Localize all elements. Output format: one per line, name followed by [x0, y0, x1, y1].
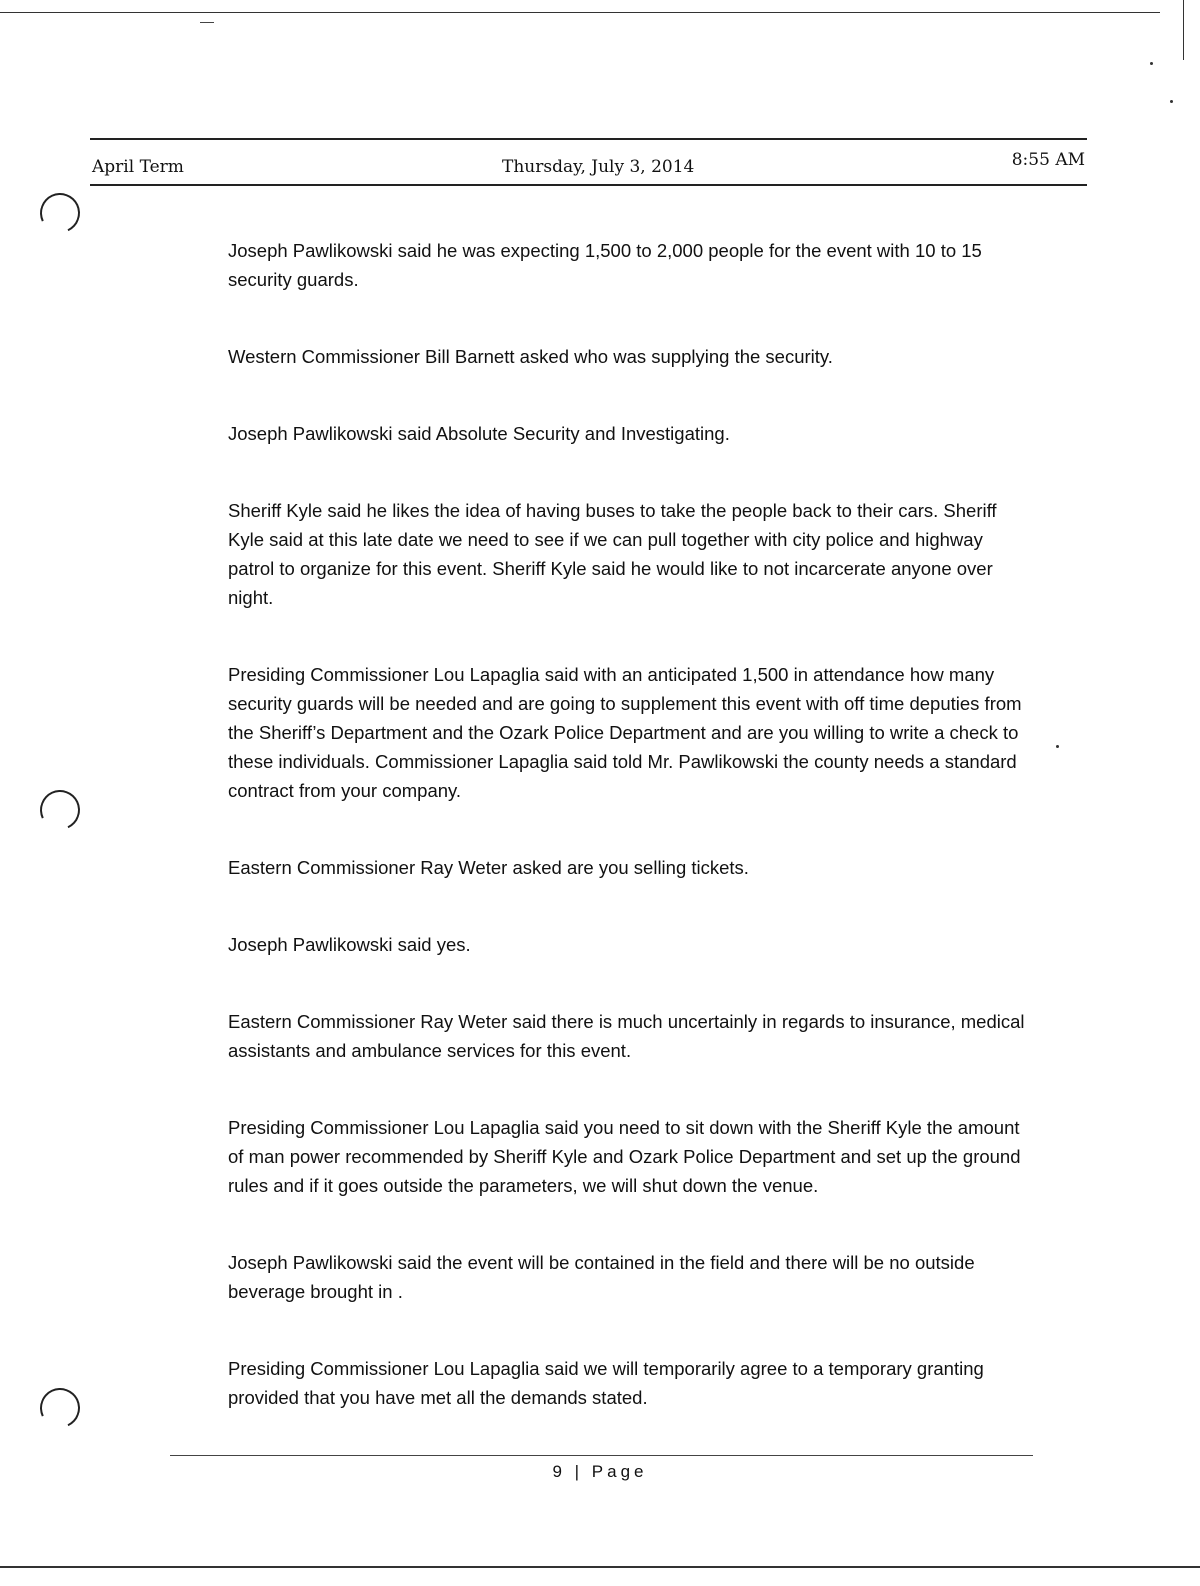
- time-label: 8:55 AM: [1011, 150, 1085, 170]
- scan-speck: [1056, 745, 1059, 748]
- paragraph: Presiding Commissioner Lou Lapaglia said we will temporarily agree to a temporary granting provided that you have met all the demands stated.: [228, 1358, 984, 1408]
- paragraph: Joseph Pawlikowski said he was expecting 1,500 to 2,000 people for the event with 10 to 15 security guards.: [228, 240, 982, 290]
- scan-mark: [200, 22, 214, 23]
- minutes-body: [228, 236, 1028, 1460]
- paragraph: Presiding Commissioner Lou Lapaglia said with an anticipated 1,500 in attendance how many security guards will be needed and are going to supplement this event with off time deputies from the Sheriff’s Department and the Ozark Police Department and are you willing to write a check to these individuals. Commissioner Lapaglia said told Mr. Pawlikowski the county needs a standard contract from your company.: [228, 664, 1022, 801]
- date-label: Thursday, July 3, 2014: [502, 157, 695, 177]
- scan-speck: [1150, 62, 1153, 65]
- page-header: [90, 138, 1087, 186]
- paragraph: Joseph Pawlikowski said Absolute Security and Investigating.: [228, 423, 730, 444]
- paragraph: Eastern Commissioner Ray Weter asked are you selling tickets.: [228, 857, 749, 878]
- scan-top-border: [0, 12, 1160, 13]
- binder-hole-icon: [34, 187, 85, 238]
- scan-right-border: [1183, 0, 1184, 60]
- scan-speck: [1170, 100, 1173, 103]
- paragraph: Sheriff Kyle said he likes the idea of having buses to take the people back to their cars. Sheriff Kyle said at this late date we need to see if we can pull together with city police and highway patrol to organize for this event. Sheriff Kyle said he would like to not incarcerate anyone over night.: [228, 500, 997, 608]
- page-number: 9 | Page: [552, 1462, 648, 1481]
- binder-hole-icon: [34, 1382, 85, 1433]
- paragraph: Eastern Commissioner Ray Weter said there is much uncertainly in regards to insurance, medical assistants and ambulance services for this event.: [228, 1011, 1025, 1061]
- scan-bottom-border: [0, 1566, 1200, 1568]
- footer-divider: [170, 1455, 1033, 1456]
- binder-hole-icon: [34, 784, 85, 835]
- term-label: April Term: [92, 157, 184, 177]
- paragraph: Joseph Pawlikowski said the event will be contained in the field and there will be no outside beverage brought in .: [228, 1252, 975, 1302]
- paragraph: Western Commissioner Bill Barnett asked who was supplying the security.: [228, 346, 833, 367]
- paragraph: Joseph Pawlikowski said yes.: [228, 934, 471, 955]
- paragraph: Presiding Commissioner Lou Lapaglia said you need to sit down with the Sheriff Kyle the amount of man power recommended by Sheriff Kyle and Ozark Police Department and set up the ground rules and if it goes outside the parameters, we will shut down the venue.: [228, 1117, 1021, 1196]
